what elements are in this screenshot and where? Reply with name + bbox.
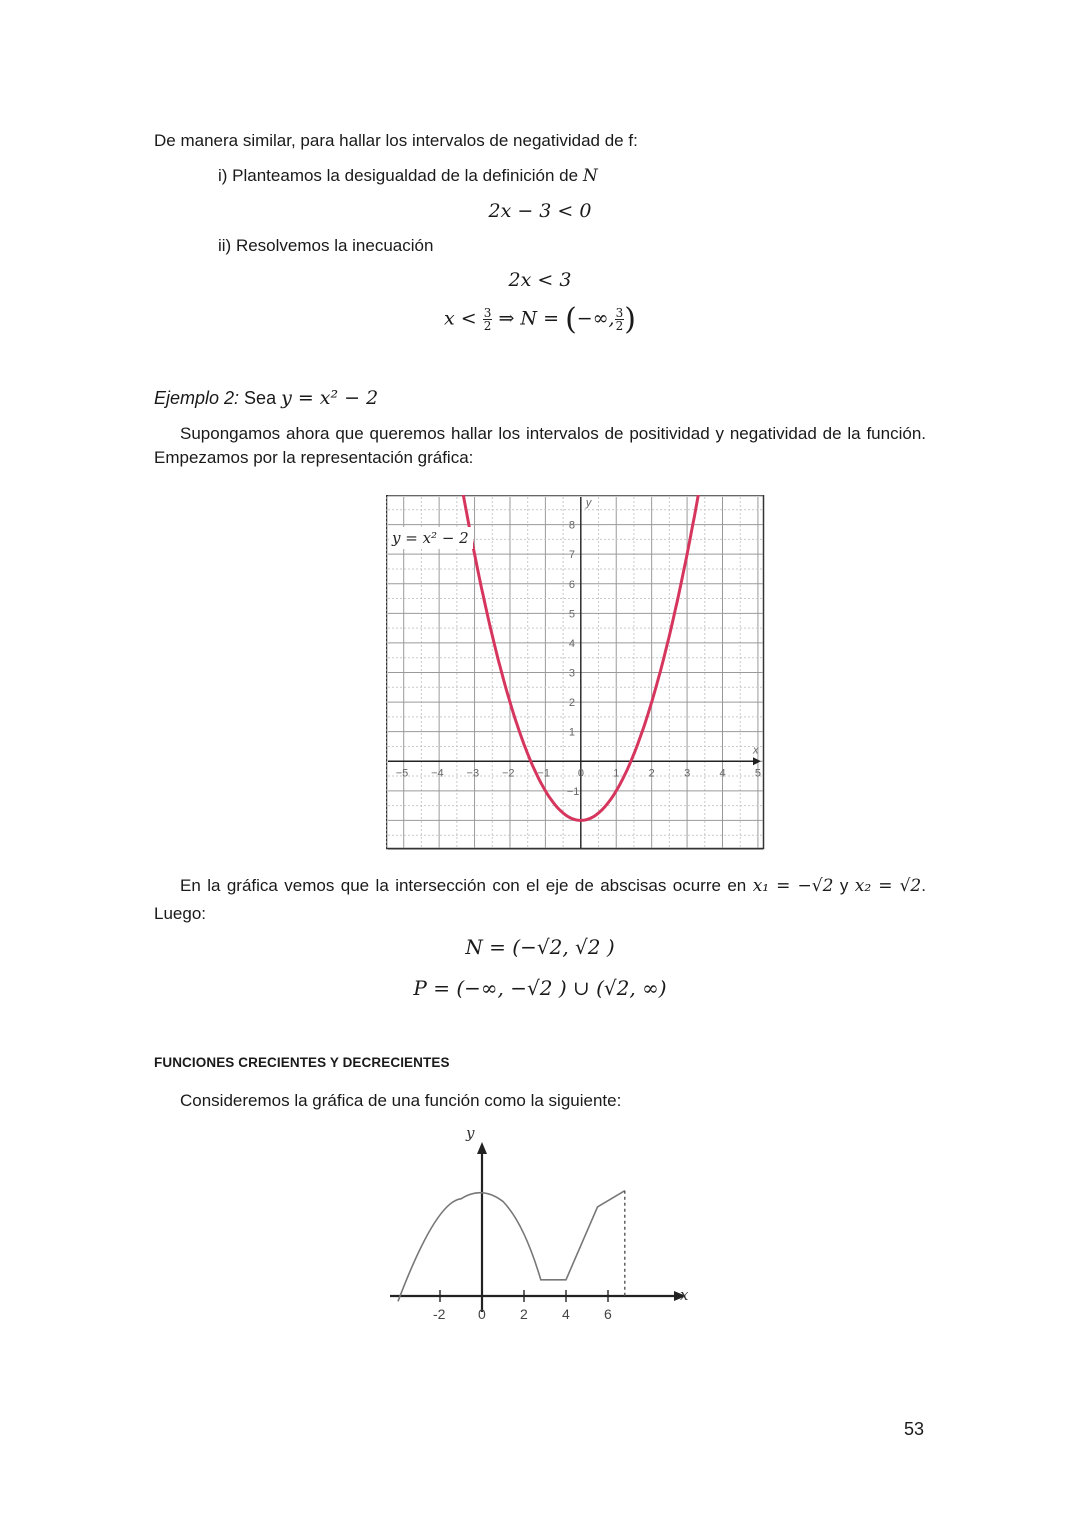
inequality-2: 2x < 3 [508,269,572,291]
x-tick-label: 0 [478,1306,486,1322]
axes [390,1142,686,1312]
x-tick-label: 1 [613,767,620,780]
y-tick-label: 5 [568,608,575,621]
parabola-chart [386,495,765,850]
y-tick-label: 6 [568,578,575,591]
intro-text: De manera similar, para hallar los intervalos de negatividad de f: [154,131,638,150]
x-tick-label: 4 [719,767,726,780]
example-2-heading: Ejemplo 2: Sea y = x² − 2 [154,387,379,409]
positivity-interval: P = (−∞, −√2 ) ∪ (√2, ∞) [413,976,667,1000]
paragraph-intersection: En la gráfica vemos que la intersección con el eje de abscisas ocurre en x₁ = −√2 y x₂ = √2. Luego: [154,876,926,923]
x-tick-label: −3 [466,767,480,780]
x-tick-label: 5 [754,767,762,780]
function-chart [380,1122,700,1332]
step-1: i) Planteamos la desigualdad de la definición de N [218,166,598,186]
chart-title: y = x² − 2 [392,529,469,547]
y-tick-label: 7 [568,549,575,562]
fraction-three-halves: $\frac{3}{2}$ [483,306,492,333]
paragraph-representation: Supongamos ahora que queremos hallar los intervalos de positividad y negatividad de la función. Empezamos por la representación gráfica: [154,424,926,467]
x-tick-labels [433,1290,612,1322]
fraction-three-halves-2: $\frac{3}{2}$ [615,306,624,333]
x-tick-label: 4 [562,1306,570,1322]
x-tick-label: 3 [684,767,691,780]
x-tick-label: -2 [433,1306,446,1322]
x-tick-label: 6 [604,1306,612,1322]
y-tick-label: 1 [568,726,575,739]
inequality-3: x < $\frac{3}{2}$ ⇒ N = (−∞, $\frac{3}{2}$ ) [444,302,636,337]
y-axis-label: y [466,1124,475,1142]
x-axis-label: x [680,1286,689,1304]
section-heading: FUNCIONES CRECIENTES Y DECRECIENTES [154,1055,450,1070]
y-tick-label: 2 [568,697,575,710]
x-tick-label: −5 [395,767,409,780]
paragraph-consider: Consideremos la gráfica de una función como la siguiente: [180,1091,622,1110]
inequality-1: 2x − 3 < 0 [488,200,592,222]
function-curve [398,1191,625,1302]
page-number: 53 [904,1419,925,1439]
x-tick-label: 2 [648,767,655,780]
step-2: ii) Resolvemos la inecuación [218,236,434,255]
x-axis-label: x [753,744,759,757]
negativity-interval: N = (−√2, √2 ) [465,935,615,959]
y-axis-label: y [585,497,592,509]
x-tick-label: 0 [577,767,584,780]
y-axis-arrow [477,1142,487,1154]
x-tick-label: 2 [520,1306,528,1322]
x-tick-label: −4 [431,767,444,780]
y-tick-label: 4 [568,637,575,650]
y-tick-label: 3 [568,667,575,680]
x-tick-label: −1 [537,767,550,780]
y-tick-label: −1 [566,785,580,798]
x-tick-label: −2 [501,767,515,780]
y-tick-label: 8 [568,519,575,532]
